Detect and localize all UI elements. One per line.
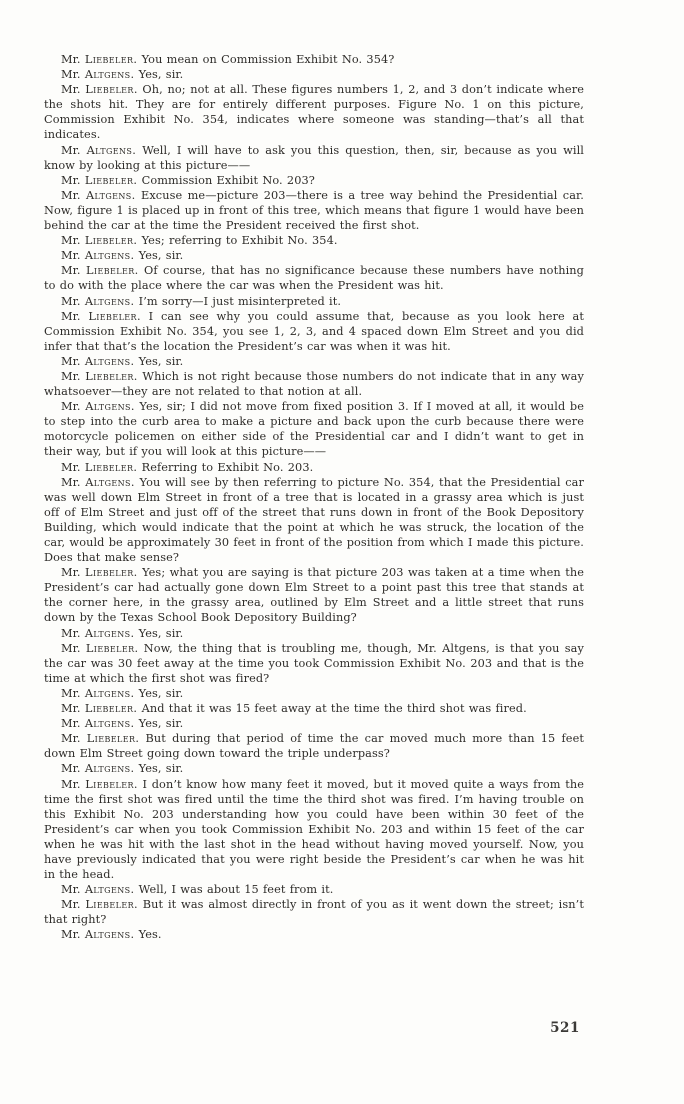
transcript-paragraph	[44, 761, 584, 776]
transcript-body	[44, 52, 584, 943]
speaker-surname: Altgens.	[85, 400, 135, 414]
speech-text: Yes, sir.	[134, 68, 184, 82]
speaker-surname: Liebeler.	[84, 460, 138, 474]
speaker-name	[61, 249, 134, 262]
speaker-prefix: Mr.	[61, 702, 85, 716]
transcript-paragraph	[44, 641, 584, 686]
speaker-prefix: Mr.	[61, 566, 86, 580]
transcript-paragraph	[44, 731, 584, 761]
transcript-paragraph	[44, 475, 584, 566]
speaker-prefix: Mr.	[61, 264, 87, 278]
speech-text: You mean on Commission Exhibit No. 354?	[137, 53, 395, 66]
speaker-prefix: Mr.	[61, 83, 86, 97]
speaker-surname: Liebeler.	[84, 173, 138, 187]
speaker-name	[61, 476, 135, 489]
speech-text: Referring to Exhibit No. 203.	[137, 460, 314, 474]
speech-text: And that it was 15 feet away at the time the third shot was fired.	[137, 702, 527, 716]
speaker-prefix: Mr.	[61, 475, 86, 489]
transcript-paragraph	[44, 294, 584, 309]
speaker-surname: Altgens.	[84, 717, 135, 731]
transcript-paragraph	[44, 927, 584, 942]
speaker-name	[61, 264, 139, 277]
speech-text: Well, I will have to ask you this question, then, sir, because as you will know by looking at this picture——	[44, 143, 584, 172]
transcript-paragraph	[44, 248, 584, 263]
speaker-surname: Liebeler.	[85, 369, 138, 383]
speaker-prefix: Mr.	[61, 188, 86, 202]
speaker-prefix: Mr.	[61, 234, 85, 248]
page-number: 521	[550, 1020, 580, 1036]
transcript-paragraph	[44, 626, 584, 641]
transcript-paragraph	[44, 67, 584, 82]
speaker-name	[61, 898, 138, 911]
speaker-name	[61, 400, 135, 413]
speaker-name	[61, 355, 134, 368]
speech-text: Yes, sir.	[134, 762, 184, 776]
speaker-name	[61, 732, 139, 745]
speaker-prefix: Mr.	[61, 641, 86, 655]
speech-text: But during that period of time the car moved much more than 15 feet down Elm Street going down toward the triple underpass?	[44, 732, 584, 761]
speaker-surname: Liebeler.	[85, 83, 138, 97]
speech-text: I don’t know how many feet it moved, but it moved quite a ways from the time the first shot was fired until the time the third shot was fired. I’m having trouble on this Exhibit No. 203 understanding how you could have been within 30 feet of the President’s car when you took Commission Exhibit No. 203 and within 15 feet of the car when he was hit with the last shot in the head without having moved yourself. Now, you have previously indicated that you were right beside the President’s car when he was hit in the head.	[44, 777, 585, 882]
speaker-name	[61, 68, 134, 81]
speech-text: I’m sorry—I just misinterpreted it.	[134, 294, 342, 308]
speaker-prefix: Mr.	[61, 309, 89, 323]
speech-text: Yes, sir.	[134, 686, 184, 700]
speech-text: Oh, no; not at all. These figures numbers 1, 2, and 3 don’t indicate where the shots hit. They are for entirely different purposes. Figure No. 1 on this picture, Commission Exhibit No. 354, indicates where someone was standing—that’s all that indicates.	[44, 83, 584, 142]
speaker-surname: Liebeler.	[84, 53, 138, 66]
speaker-surname: Liebeler.	[85, 898, 138, 912]
transcript-paragraph	[44, 233, 584, 248]
transcript-paragraph	[44, 716, 584, 731]
speaker-surname: Liebeler.	[85, 777, 138, 791]
speaker-name	[61, 928, 134, 941]
speaker-name	[61, 461, 137, 474]
speech-text: You will see by then referring to picture No. 354, that the Presidential car was well down Elm Street in front of a tree that is located in a grassy area which is just off of Elm Street and just off of the street that runs down in front of the Book Depository Building, which would indicate that the point at which he was struck, the location of the car, would be approximately 30 feet in front of the position from which I made this picture. Does that make sense?	[44, 475, 584, 565]
speaker-surname: Altgens.	[85, 188, 136, 202]
speaker-name	[61, 687, 134, 700]
speaker-surname: Altgens.	[84, 354, 135, 368]
speaker-surname: Altgens.	[86, 143, 137, 157]
speaker-prefix: Mr.	[61, 898, 86, 912]
speaker-name	[61, 295, 134, 308]
speaker-name	[61, 717, 134, 730]
speaker-surname: Liebeler.	[84, 702, 138, 716]
speaker-prefix: Mr.	[61, 369, 86, 383]
transcript-paragraph	[44, 399, 584, 459]
speaker-surname: Altgens.	[84, 762, 135, 776]
transcript-paragraph	[44, 897, 584, 927]
speaker-surname: Altgens.	[84, 68, 135, 82]
speaker-prefix: Mr.	[61, 354, 85, 368]
speech-text: Commission Exhibit No. 203?	[137, 173, 315, 187]
transcript-paragraph	[44, 309, 584, 354]
speaker-name	[61, 762, 134, 775]
speaker-name	[61, 189, 136, 202]
speech-text: Yes; referring to Exhibit No. 354.	[137, 234, 338, 248]
speaker-name	[61, 53, 137, 66]
speaker-name	[61, 627, 134, 640]
speaker-name	[61, 83, 138, 96]
speaker-name	[61, 883, 134, 896]
speaker-surname: Liebeler.	[86, 732, 140, 746]
speech-text: Yes; what you are saying is that picture 203 was taken at a time when the President’s car had actually gone down Elm Street to a point past this tree that stands at the corner here, in the grassy area, outlined by Elm Street and a little street that runs down by the Texas School Book Depository Building?	[44, 566, 584, 625]
speaker-prefix: Mr.	[61, 928, 85, 942]
speech-text: Yes, sir.	[134, 249, 184, 263]
speaker-surname: Altgens.	[84, 626, 135, 640]
speaker-surname: Altgens.	[84, 928, 135, 942]
transcript-paragraph	[44, 882, 584, 897]
transcript-paragraph	[44, 777, 584, 883]
speaker-prefix: Mr.	[61, 717, 85, 731]
transcript-paragraph	[44, 565, 584, 625]
speech-text: Excuse me—picture 203—there is a tree way behind the Presidential car. Now, figure 1 is placed up in front of this tree, which means that figure 1 would have been behind the car at the time the President received the first shot.	[44, 188, 584, 233]
speech-text: Yes, sir.	[134, 354, 184, 368]
transcript-paragraph	[44, 369, 584, 399]
transcript-paragraph	[44, 173, 584, 188]
speaker-surname: Altgens.	[84, 883, 135, 897]
speaker-surname: Liebeler.	[85, 641, 139, 655]
speaker-name	[61, 370, 138, 383]
speech-text: Yes.	[134, 928, 162, 942]
speaker-prefix: Mr.	[61, 686, 85, 700]
speaker-surname: Liebeler.	[86, 264, 139, 278]
speaker-name	[61, 174, 137, 187]
speaker-name	[61, 234, 137, 247]
speaker-prefix: Mr.	[61, 143, 87, 157]
speaker-prefix: Mr.	[61, 173, 85, 187]
speech-text: Now, the thing that is troubling me, though, Mr. Altgens, is that you say the car was 30 feet away at the time you took Commission Exhibit No. 203 and that is the time at which the first shot was fired?	[44, 641, 584, 685]
speaker-surname: Altgens.	[85, 475, 135, 489]
speaker-prefix: Mr.	[61, 400, 86, 414]
transcript-paragraph	[44, 52, 584, 67]
speech-text: Yes, sir.	[134, 717, 184, 731]
speaker-name	[61, 642, 139, 655]
speaker-prefix: Mr.	[61, 294, 85, 308]
speaker-surname: Liebeler.	[85, 566, 138, 580]
speaker-surname: Altgens.	[84, 686, 135, 700]
speaker-surname: Altgens.	[84, 249, 135, 263]
speech-text: Which is not right because those numbers do not indicate that in any way whatsoever—they are not related to that notion at all.	[44, 369, 584, 399]
transcript-paragraph	[44, 354, 584, 369]
speaker-prefix: Mr.	[61, 68, 85, 82]
transcript-paragraph	[44, 686, 584, 701]
speaker-prefix: Mr.	[61, 53, 85, 66]
transcript-paragraph	[44, 460, 584, 475]
speaker-prefix: Mr.	[61, 732, 87, 746]
speaker-surname: Liebeler.	[84, 234, 138, 248]
speaker-prefix: Mr.	[61, 249, 85, 263]
speaker-prefix: Mr.	[61, 762, 85, 776]
speaker-name	[61, 310, 141, 323]
speech-text: Of course, that has no significance because these numbers have nothing to do with the place where the car was when the President was hit.	[44, 264, 585, 293]
transcript-paragraph	[44, 143, 584, 173]
speech-text: I can see why you could assume that, because as you look here at Commission Exhibit No. 354, you see 1, 2, 3, and 4 spaced down Elm Street and you did infer that that’s the location the President’s car was when it was hit.	[44, 309, 584, 353]
speaker-name	[61, 566, 138, 579]
transcript-paragraph	[44, 188, 584, 233]
speaker-prefix: Mr.	[61, 460, 85, 474]
speaker-surname: Altgens.	[84, 294, 135, 308]
transcript-paragraph	[44, 701, 584, 716]
speaker-name	[61, 702, 137, 715]
speaker-name	[61, 144, 136, 157]
speech-text: Yes, sir.	[134, 626, 184, 640]
speaker-prefix: Mr.	[61, 777, 86, 791]
speaker-surname: Liebeler.	[88, 309, 141, 323]
speech-text: But it was almost directly in front of you as it went down the street; isn’t that right?	[44, 898, 584, 927]
speech-text: Yes, sir; I did not move from fixed position 3. If I moved at all, it would be to step into the curb area to make a picture and back upon the curb because there were motorcycle policemen on either side of the Presidential car and I didn’t want to get in their way, but if you will look at this picture——	[44, 400, 584, 459]
transcript-paragraph	[44, 82, 584, 142]
transcript-paragraph	[44, 263, 584, 293]
speaker-prefix: Mr.	[61, 626, 85, 640]
speech-text: Well, I was about 15 feet from it.	[134, 883, 334, 897]
speaker-name	[61, 778, 138, 791]
speaker-prefix: Mr.	[61, 883, 85, 897]
